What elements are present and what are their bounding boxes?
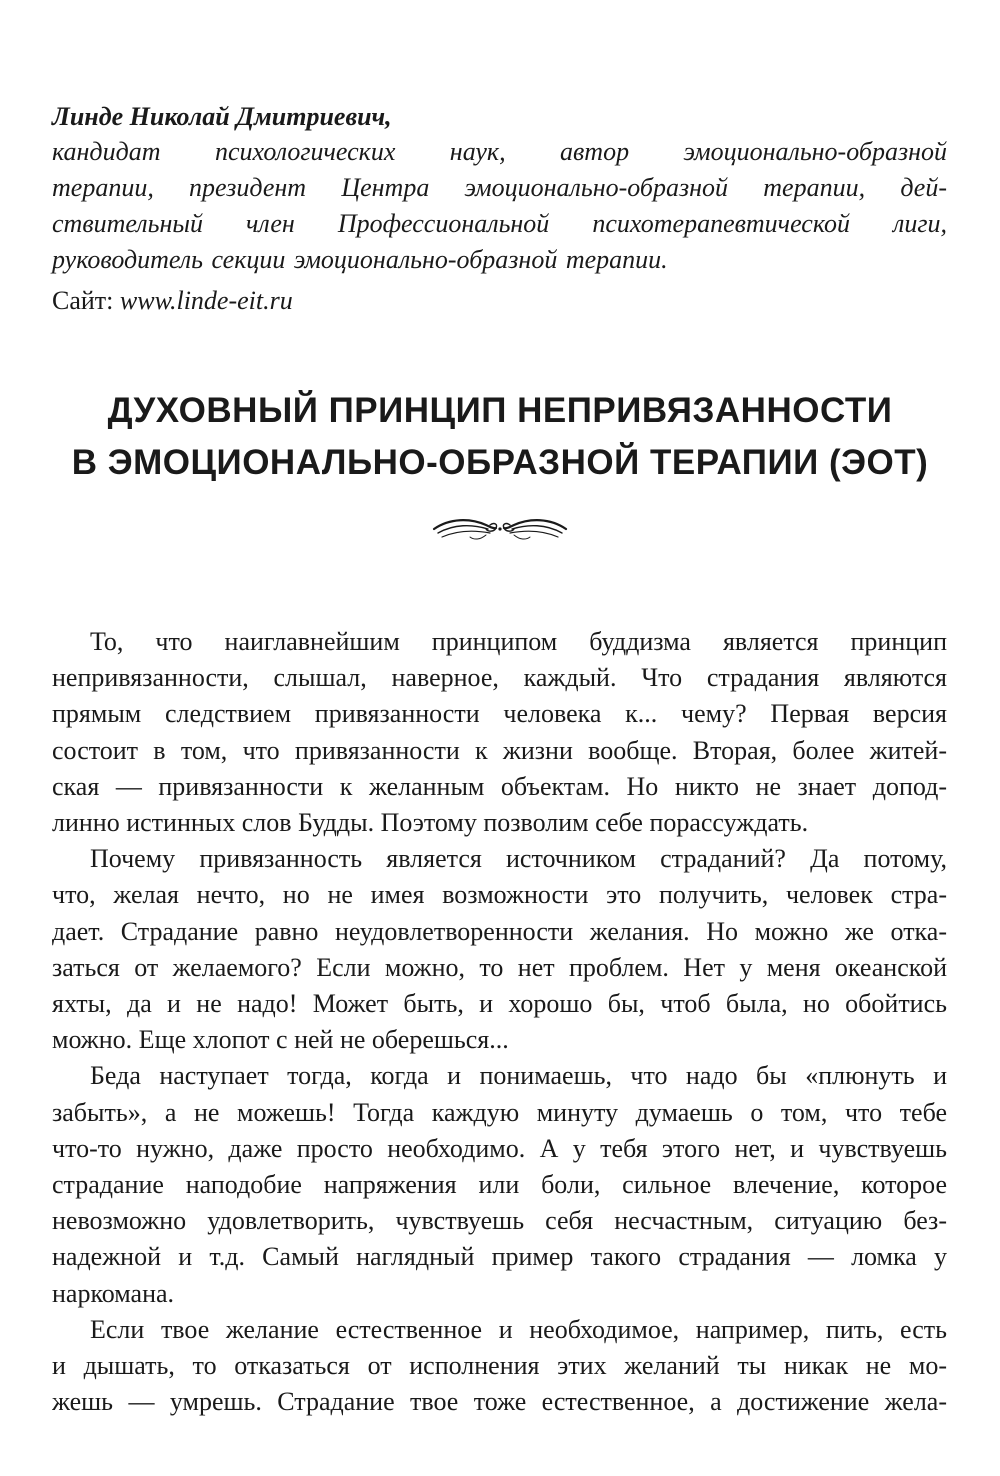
text-line: и дышать, то отказаться от исполнения этих желаний ты никак не мо-	[52, 1351, 947, 1381]
site-label: Сайт:	[52, 286, 114, 315]
text-line: То, что наиглавнейшим принципом буддизма является принцип	[90, 627, 947, 656]
paragraph	[52, 1312, 947, 1421]
article-title-line-2: В ЭМОЦИОНАЛЬНО-ОБРАЗНОЙ ТЕРАПИИ (ЭОТ)	[71, 443, 929, 482]
text-line: забыть», а не можешь! Тогда каждую минуту думаешь о том, что тебе	[52, 1097, 947, 1127]
author-description-line: руководитель секции эмоционально-образной терапии.	[52, 245, 668, 274]
text-line: невозможно удовлетворить, чувствуешь себя несчастным, ситуацию без-	[52, 1206, 947, 1236]
author-description-line: терапии, президент Центра эмоционально-образной терапии, дей-	[52, 173, 947, 202]
paragraph	[52, 841, 947, 1058]
article-title-line-1: ДУХОВНЫЙ ПРИНЦИП НЕПРИВЯЗАННОСТИ	[107, 391, 893, 430]
text-line: заться от желаемого? Если можно, то нет проблем. Нет у меня океанской	[52, 952, 947, 982]
text-line: состоит в том, что привязанности к жизни вообще. Вторая, более житей-	[52, 735, 947, 765]
text-line: что-то нужно, даже просто необходимо. А у тебя этого нет, и чувствуешь	[52, 1133, 947, 1163]
author-block	[52, 100, 947, 318]
text-line: жешь — умрешь. Страдание твое тоже естественное, а достижение жела-	[52, 1387, 947, 1417]
author-name: Линде Николай Дмитриевич,	[52, 102, 392, 131]
text-line: страдание наподобие напряжения или боли, сильное влечение, которое	[52, 1170, 947, 1200]
site-url[interactable]: www.linde-eit.ru	[119, 286, 293, 315]
paragraph	[52, 1058, 947, 1311]
author-site	[52, 284, 947, 318]
text-line: непривязанности, слышал, наверное, каждый. Что страдания являются	[52, 663, 947, 693]
text-line: можно. Еще хлопот с ней не оберешься...	[52, 1025, 509, 1055]
text-line: яхты, да и не надо! Может быть, и хорошо бы, чтоб была, но обойтись	[52, 989, 947, 1019]
paragraph	[52, 624, 947, 841]
text-line: что, желая нечто, но не имея возможности это получить, человек стра-	[52, 880, 947, 910]
author-description	[52, 134, 947, 278]
text-line: прямым следствием привязанности человека к... чему? Первая версия	[52, 699, 947, 729]
text-line: надежной и т.д. Самый наглядный пример такого страдания — ломка у	[52, 1242, 947, 1272]
article-body	[52, 624, 947, 1420]
flourish-divider-icon	[430, 512, 570, 546]
text-line: ская — привязанности к желанным объектам. Но никто не знает допод-	[52, 771, 947, 801]
text-line: Почему привязанность является источником страданий? Да потому,	[90, 844, 947, 874]
text-line: наркомана.	[52, 1278, 175, 1308]
article-title	[40, 385, 960, 489]
text-line: дает. Страдание равно неудовлетворенности желания. Но можно же отка-	[52, 916, 947, 946]
text-line: Беда наступает тогда, когда и понимаешь, что надо бы «плюнуть и	[90, 1061, 947, 1091]
author-description-line: кандидат психологических наук, автор эмоционально-образной	[52, 137, 947, 166]
text-line: Если твое желание естественное и необходимое, например, пить, есть	[90, 1314, 947, 1344]
author-description-line: ствительный член Профессиональной психотерапевтической лиги,	[52, 209, 947, 238]
text-line: линно истинных слов Будды. Поэтому позволим себе порассуждать.	[52, 808, 809, 838]
